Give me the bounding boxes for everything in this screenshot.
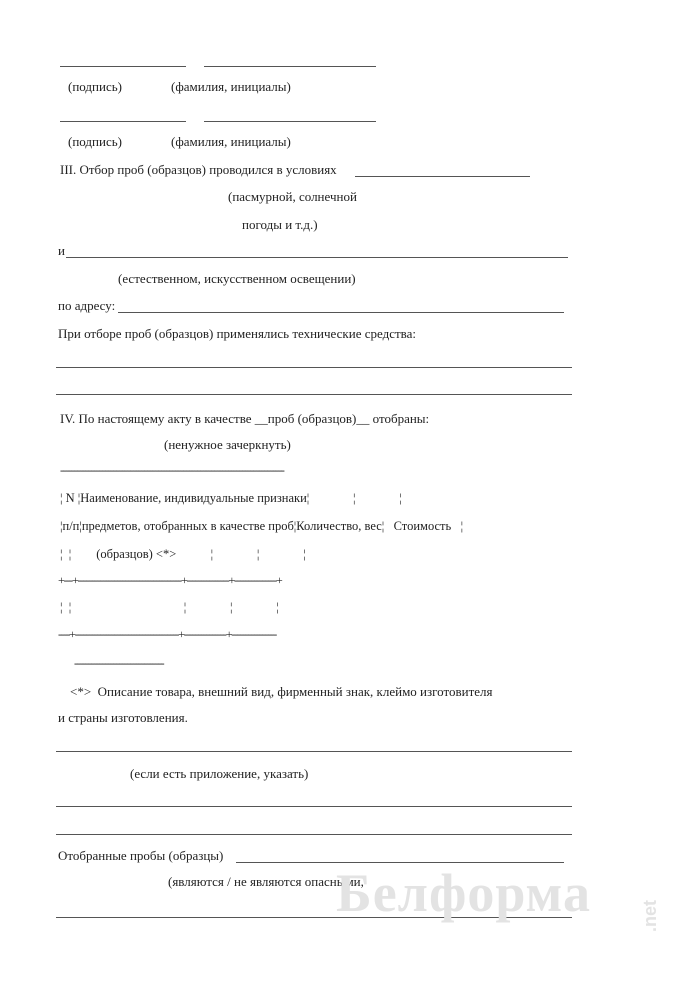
- lighting-hint: (естественном, искусственном освещении): [118, 271, 356, 286]
- section3-heading: III. Отбор проб (образцов) проводился в условиях: [60, 162, 337, 177]
- weather-hint: погоды и т.д.): [242, 217, 318, 232]
- and-label: и: [58, 243, 65, 258]
- watermark-brand: Белформа: [336, 863, 591, 923]
- signature-label: (подпись): [68, 134, 122, 149]
- name-label: (фамилия, инициалы): [171, 134, 291, 149]
- footnote-text: <*> Описание товара, внешний вид, фирменный знак, клеймо изготовителя: [70, 684, 493, 699]
- attachment-line[interactable]: [56, 834, 572, 835]
- name-label: (фамилия, инициалы): [171, 79, 291, 94]
- footnote-rule: --------------------------------: [74, 656, 164, 670]
- table-row[interactable]: ¦ ¦ ¦ ¦ ¦: [60, 600, 279, 614]
- name-line[interactable]: [204, 121, 376, 122]
- tech-means-line[interactable]: [56, 394, 572, 395]
- name-line[interactable]: [204, 66, 376, 67]
- table-top-rule: --------------------------------------------------------------------------------: [60, 463, 284, 477]
- section4-heading: IV. По настоящему акту в качестве __проб (образцов)__ отобраны:: [60, 411, 430, 426]
- tech-means-label: При отборе проб (образцов) применялись технические средства:: [58, 326, 416, 341]
- table-bottom-rule: ----+-------------------------------------+---------------+----------------: [58, 627, 277, 641]
- attachment-line[interactable]: [56, 751, 572, 752]
- weather-hint: (пасмурной, солнечной: [228, 189, 357, 204]
- hazard-hint: (являются / не являются опасными,: [168, 874, 364, 889]
- signature-line[interactable]: [60, 121, 186, 122]
- table-header-row: ¦п/п¦предметов, отобранных в качестве проб¦Количество, вес¦ Стоимость ¦: [60, 519, 464, 533]
- attachment-hint: (если есть приложение, указать): [130, 766, 309, 781]
- conditions-line[interactable]: [355, 176, 530, 177]
- signature-line[interactable]: [60, 66, 186, 67]
- footnote-text: и страны изготовления.: [58, 710, 188, 725]
- samples-label: Отобранные пробы (образцы): [58, 848, 224, 863]
- signature-label: (подпись): [68, 79, 122, 94]
- watermark-suffix: .net: [640, 899, 660, 932]
- table-header-row: ¦ ¦ (образцов) <*> ¦ ¦ ¦: [60, 547, 306, 561]
- attachment-line[interactable]: [56, 806, 572, 807]
- address-label: по адресу:: [58, 298, 116, 313]
- table-header-row: ¦ N ¦Наименование, индивидуальные признаки¦ ¦ ¦: [60, 491, 402, 505]
- address-line[interactable]: [118, 312, 564, 313]
- lighting-line[interactable]: [66, 257, 568, 258]
- strike-hint: (ненужное зачеркнуть): [164, 437, 291, 452]
- tech-means-line[interactable]: [56, 367, 572, 368]
- table-separator: +---+-------------------------------------+---------------+---------------+: [58, 573, 282, 587]
